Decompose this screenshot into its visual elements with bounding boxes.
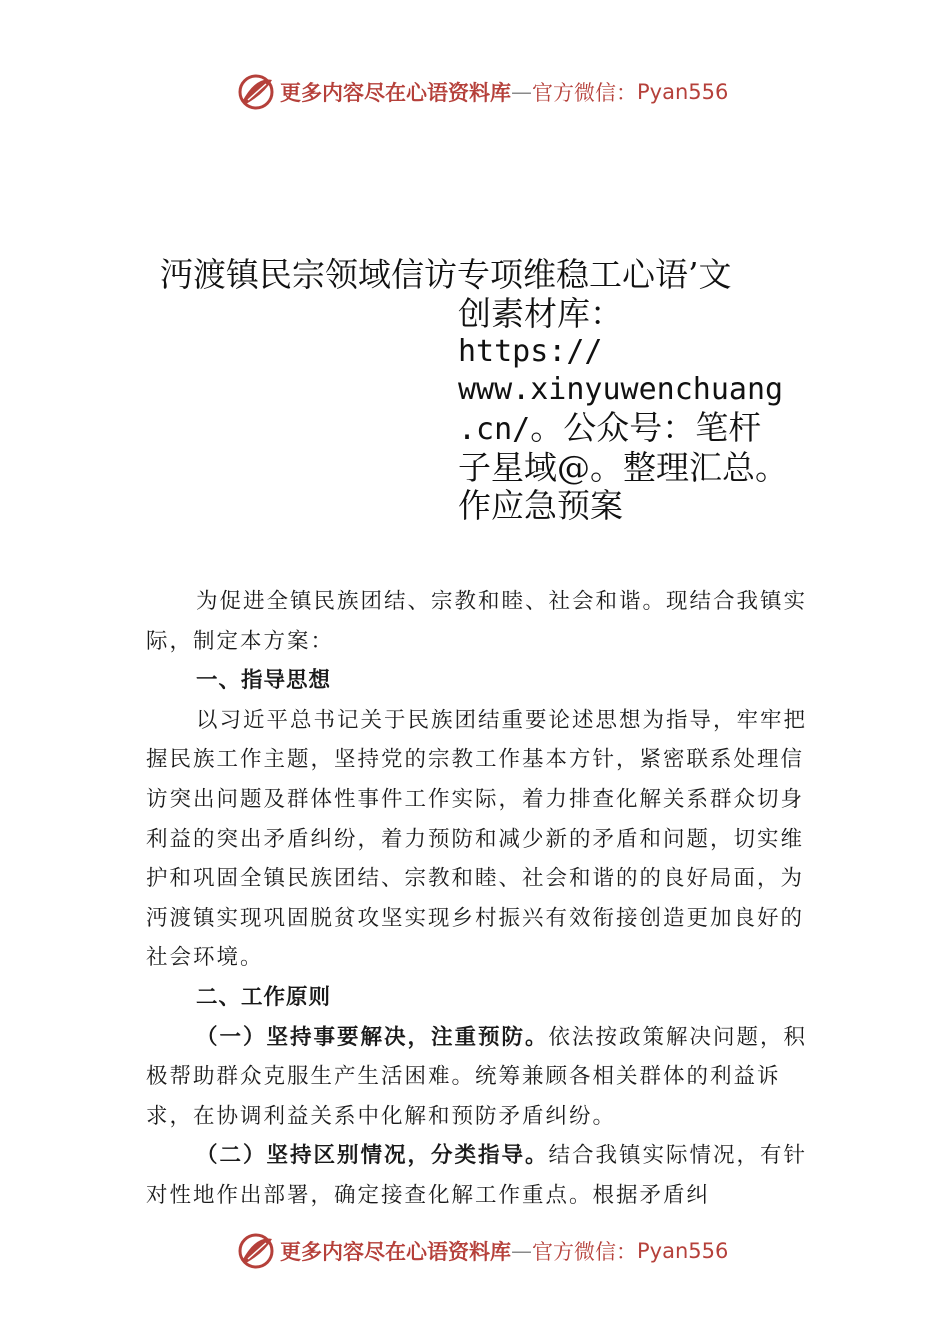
title-url-2: www.xinyuwenchuang: [458, 372, 784, 407]
intro-paragraph: 为促进全镇民族团结、宗教和睦、社会和谐。现结合我镇实际，制定本方案：: [146, 589, 808, 654]
title-continuation: [458, 295, 788, 525]
watermark-id: Pyan556: [637, 80, 729, 104]
title-url-1: https://: [458, 334, 603, 369]
watermark-dash: —: [511, 1239, 532, 1263]
paragraph-principle-1: [146, 1018, 814, 1137]
title-line-1: 沔渡镇民宗领域信访专项维稳工心语’文: [160, 255, 732, 294]
title-line-3: [458, 409, 788, 449]
title-url-3: .cn/: [458, 412, 531, 447]
watermark-main-text: 更多内容尽在心语资料库: [280, 1240, 511, 1264]
section-heading-2: 二、工作原则: [196, 984, 332, 1010]
principle-1-text: 依法按政策解决问题，积极帮助群众克服生产生活困难。统筹兼顾各相关群体的利益诉求，在协调利益关系中化解和预防矛盾纠纷。: [146, 1024, 808, 1129]
title-line-4: 子星域@。整理汇总。: [458, 448, 788, 487]
section-heading-1: 一、指导思想: [196, 668, 332, 694]
paragraph-guiding-ideology: 以习近平总书记关于民族团结重要论述思想为指导，牢牢把握民族工作主题，坚持党的宗教工作基本方针，紧密联系处理信访突出问题及群体性事件工作实际，着力排查化解关系群众切身利益的突出矛盾纠纷，着力预防和减少新的矛盾和问题，切实维护和巩固全镇民族团结、宗教和睦、社会和谐的的良好局面，为沔渡镇实现巩固脱贫攻坚实现乡村振兴有效衔接创造更加良好的社会环境。: [146, 707, 808, 971]
watermark-banner-bottom: [236, 1229, 728, 1273]
paragraph-principle-2: [146, 1136, 814, 1215]
leaf-circle-logo-icon: [236, 72, 276, 112]
title-line-5: 作应急预案: [458, 486, 623, 525]
watermark-dash: —: [511, 80, 532, 104]
title-line-3-rest: 。公众号：笔杆: [530, 408, 762, 447]
watermark-main-text: 更多内容尽在心语资料库: [280, 81, 511, 105]
watermark-banner-top: [236, 70, 728, 114]
watermark-id: Pyan556: [637, 1239, 729, 1263]
principle-1-lead: （一）坚持事要解决，注重预防。: [196, 1024, 549, 1050]
watermark-label: 官方微信：: [532, 1240, 637, 1264]
principle-2-lead: （二）坚持区别情况，分类指导。: [196, 1143, 549, 1169]
principle-2-text: 结合我镇实际情况，有针对性地作出部署，确定接查化解工作重点。根据矛盾纠: [146, 1143, 808, 1208]
document-body: [146, 582, 814, 1216]
leaf-circle-logo-icon: [236, 1231, 276, 1271]
title-line-2: 创素材库：: [458, 294, 623, 333]
watermark-label: 官方微信：: [532, 81, 637, 105]
